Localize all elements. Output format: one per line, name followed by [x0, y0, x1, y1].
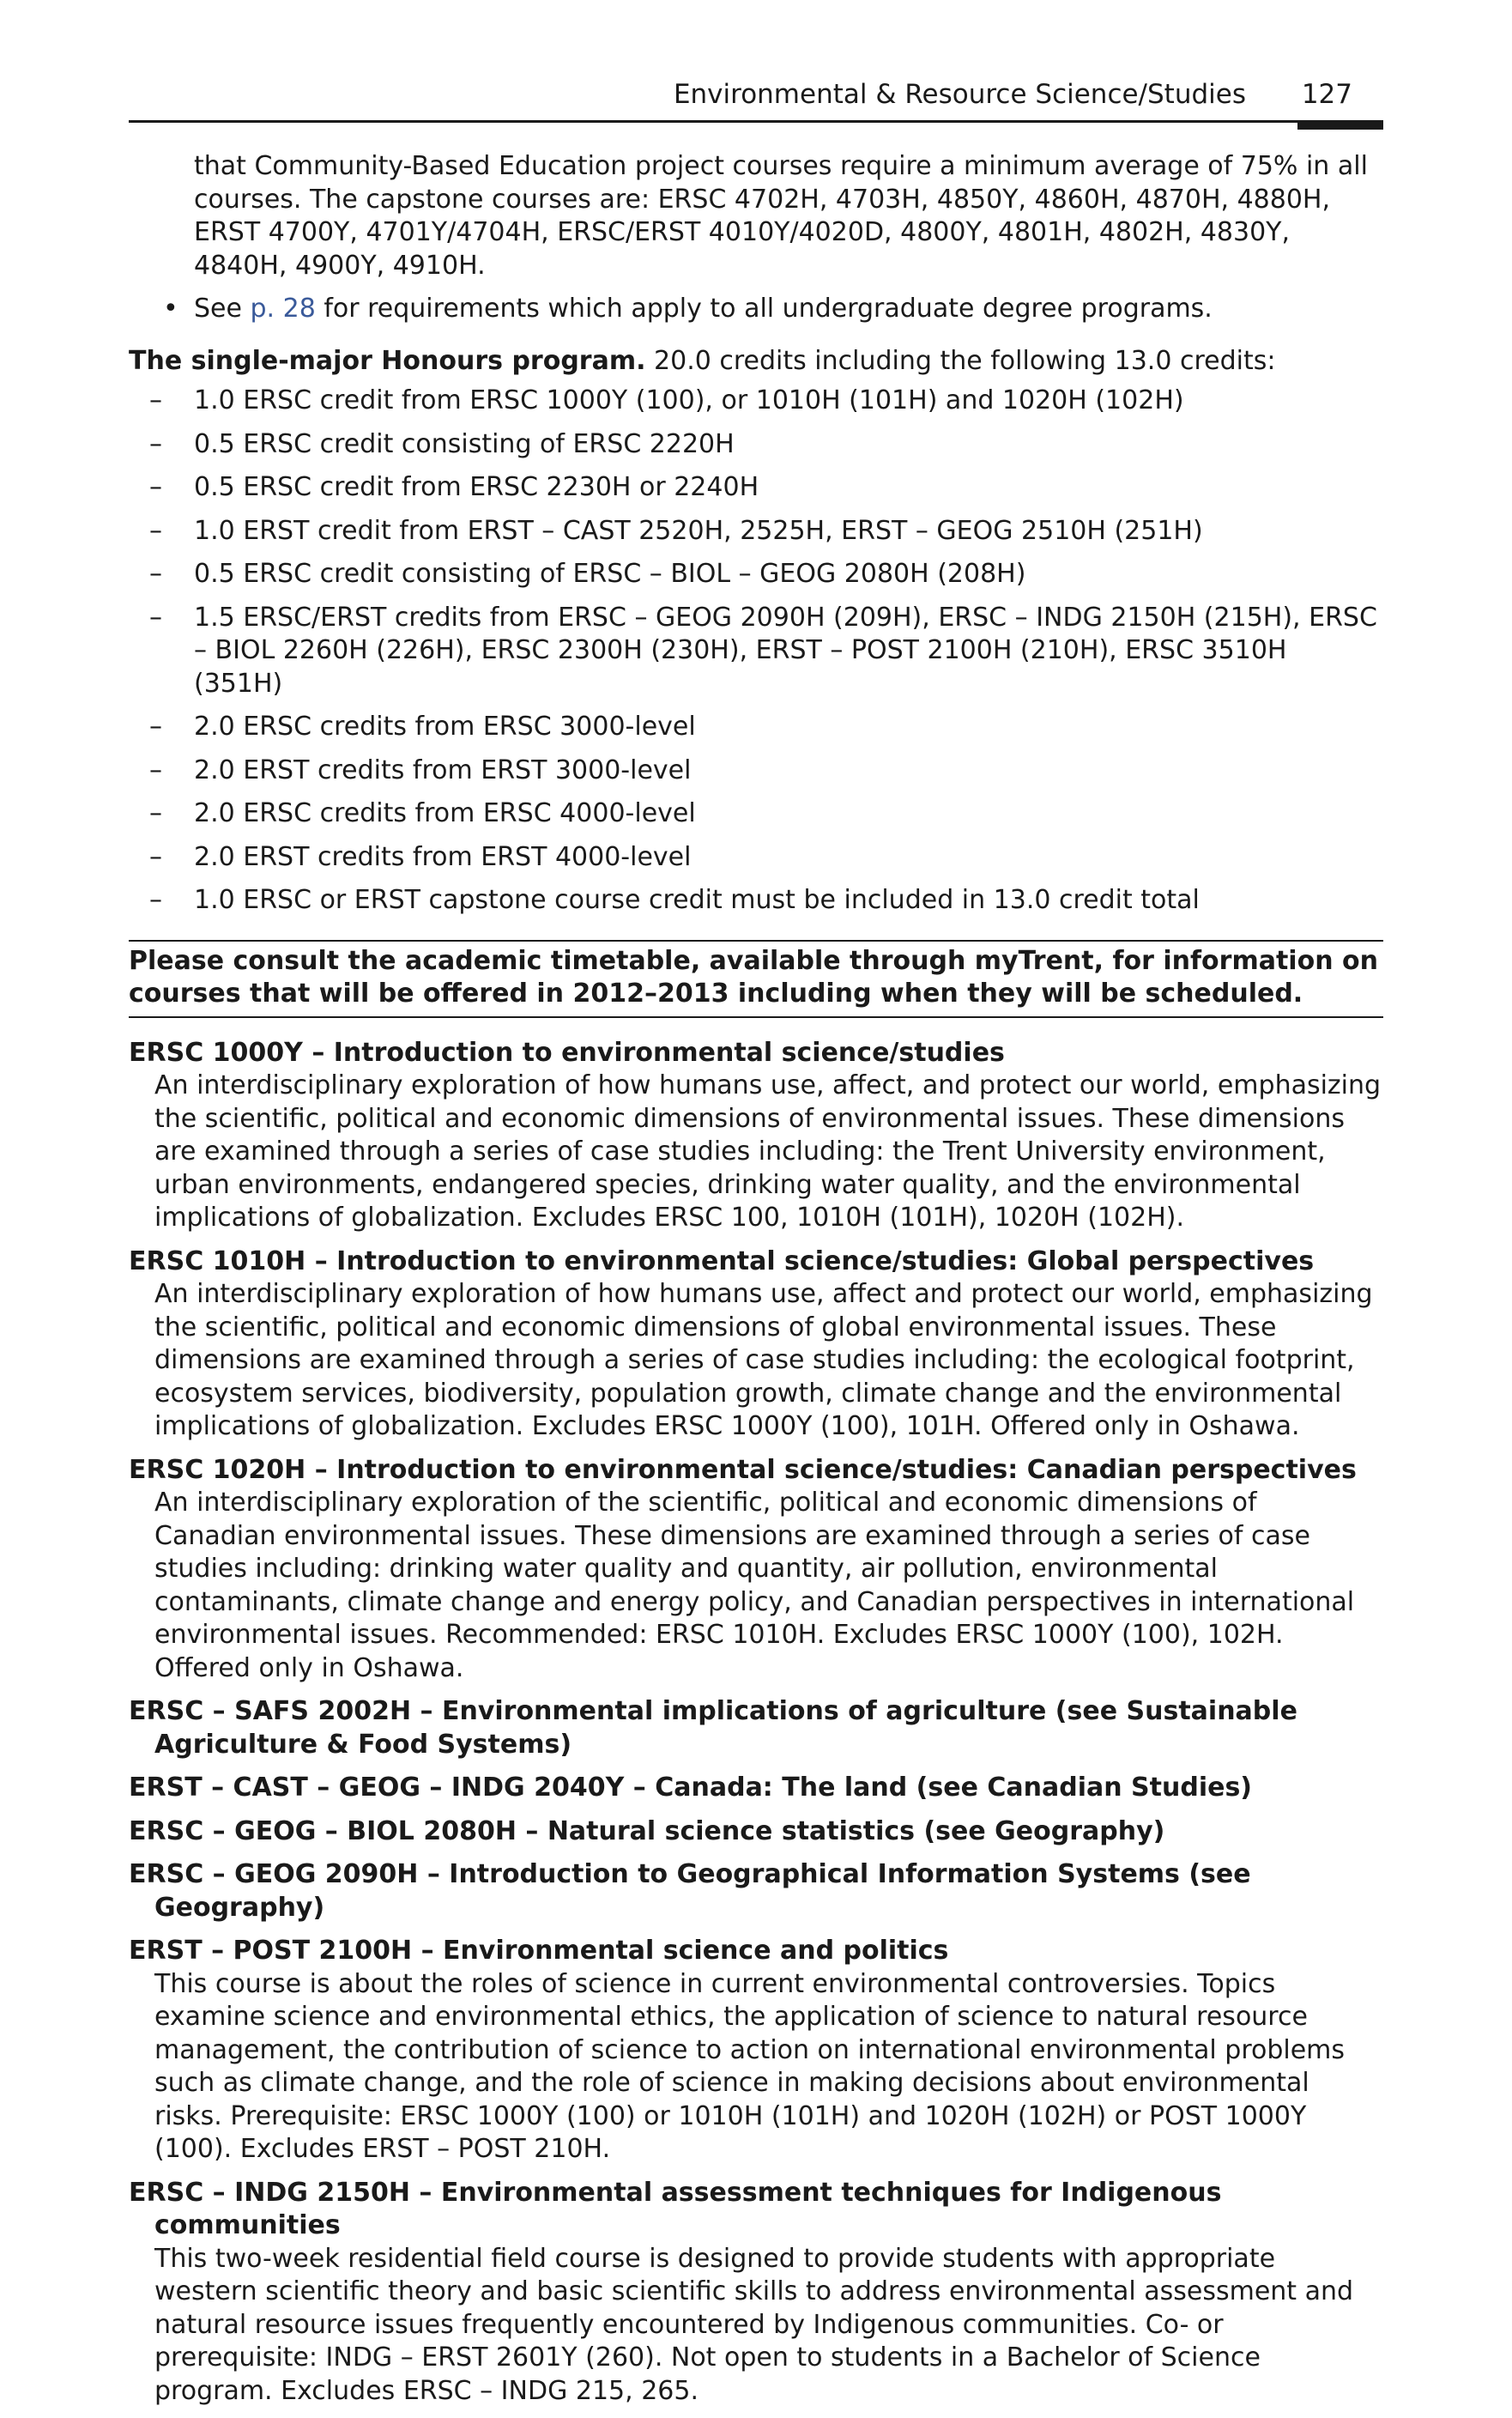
bullet-mark: • — [163, 294, 178, 324]
course-title: ERSC – SAFS 2002H – Environmental implications of agriculture (see Sustainable Agriculture & Food Systems) — [129, 1696, 1297, 1760]
dash-mark: – — [149, 841, 162, 872]
requirement-text: 2.0 ERSC credits from ERSC 3000-level — [194, 712, 696, 742]
course-entry — [129, 2177, 1383, 2409]
course-description: An interdisciplinary exploration of how humans use, affect and protect our world, emphasizing the scientific, political and economic dimensions of global environmental issues. These dimensions are examined through a series of case studies including: the ecological footprint, ecosystem services, biodiversity, population growth, climate change and the environmental implications of globalization. Excludes ERSC 1000Y (100), 101H. Offered only in Oshawa. — [154, 1279, 1373, 1441]
honours-program — [129, 345, 1383, 379]
dash-mark: – — [149, 712, 162, 742]
requirement-text: 1.0 ERSC credit from ERSC 1000Y (100), or 1010H (101H) and 1020H (102H) — [194, 385, 1184, 415]
course-title: ERSC 1020H – Introduction to environmental science/studies: Canadian perspectives — [129, 1454, 1357, 1485]
dash-mark: – — [149, 428, 162, 459]
dash-mark: – — [149, 472, 162, 502]
course-description: This course is about the roles of science in current environmental controversies. Topics examine science and environmental ethics, the application of science to natural resource management, the contribution of science to action on international environmental problems such as climate change, and the role of science in making decisions about environmental risks. Prerequisite: ERSC 1000Y (100) or 1010H (101H) and 1020H (102H) or POST 1000Y (100). Excludes ERST – POST 210H. — [154, 1968, 1346, 2164]
requirement-item — [129, 754, 1383, 788]
page-content — [129, 150, 1383, 2418]
course-entry — [129, 1245, 1383, 1444]
dash-mark: – — [149, 515, 162, 546]
timetable-notice: Please consult the academic timetable, available through myTrent, for information on courses that will be offered in 2012–2013 including when they will be scheduled. — [129, 940, 1383, 1018]
course-title: ERSC 1010H – Introduction to environmental science/studies: Global perspectives — [129, 1245, 1315, 1276]
page-number: 127 — [1301, 79, 1352, 110]
course-title: ERSC 1000Y – Introduction to environmental science/studies — [129, 1037, 1005, 1068]
bullet-text-post: for requirements which apply to all undergraduate degree programs. — [315, 294, 1213, 324]
continued-paragraph: that Community-Based Education project courses require a minimum average of 75% in all courses. The capstone courses are: ERSC 4702H, 4703H, 4850Y, 4860H, 4870H, 4880H, ERST 4700Y, 4701Y/4704H, ERSC/ERST 4010Y/4020D, 4800Y, 4801H, 4802H, 4830Y, 4840H, 4900Y, 4910H. — [194, 151, 1368, 281]
course-title: ERSC – INDG 2150H – Environmental assessment techniques for Indigenous communities — [129, 2177, 1222, 2240]
dash-mark: – — [149, 385, 162, 415]
requirement-item — [129, 428, 1383, 462]
dash-mark: – — [149, 559, 162, 589]
requirement-item — [129, 797, 1383, 831]
requirement-text: 0.5 ERSC credit consisting of ERSC – BIOL – GEOG 2080H (208H) — [194, 559, 1026, 589]
dash-mark: – — [149, 798, 162, 828]
page-number-bar — [1297, 120, 1383, 130]
course-entry — [129, 1815, 1383, 1849]
requirement-text: 2.0 ERST credits from ERST 4000-level — [194, 841, 692, 872]
requirement-item — [129, 558, 1383, 591]
requirement-item — [129, 841, 1383, 875]
course-title: ERSC – GEOG – BIOL 2080H – Natural science statistics (see Geography) — [129, 1815, 1165, 1846]
requirement-text: 1.0 ERST credit from ERST – CAST 2520H, 2525H, ERST – GEOG 2510H (251H) — [194, 515, 1203, 546]
dash-mark: – — [149, 602, 162, 633]
requirement-text: 0.5 ERSC credit from ERSC 2230H or 2240H — [194, 472, 759, 502]
program-heading: The single-major Honours program. — [129, 345, 646, 376]
section-title: Environmental & Resource Science/Studies — [673, 79, 1246, 110]
requirement-item — [129, 471, 1383, 505]
course-entry — [129, 1454, 1383, 1686]
program-summary: 20.0 credits including the following 13.0 credits: — [645, 345, 1276, 376]
requirement-item — [129, 515, 1383, 548]
course-entry — [129, 1037, 1383, 1235]
bullet-text-pre: See — [194, 294, 251, 324]
dash-mark: – — [149, 885, 162, 915]
page-header — [129, 76, 1383, 123]
course-entry — [129, 1695, 1383, 1761]
course-description: An interdisciplinary exploration of the scientific, political and economic dimensions of Canadian environmental issues. These dimensions are examined through a series of case studies including: drinking water quality and quantity, air pollution, environmental contaminants, climate change and energy policy, and Canadian perspectives in international environmental issues. Recommended: ERSC 1010H. Excludes ERSC 1000Y (100), 102H. Offered only in Oshawa. — [154, 1488, 1355, 1683]
course-entry — [129, 1935, 1383, 2167]
requirement-text: 0.5 ERSC credit consisting of ERSC 2220H — [194, 428, 735, 459]
requirement-text: 2.0 ERSC credits from ERSC 4000-level — [194, 798, 696, 828]
dash-mark: – — [149, 754, 162, 785]
page-link[interactable]: p. 28 — [250, 294, 316, 324]
course-title: ERSC – GEOG 2090H – Introduction to Geographical Information Systems (see Geography) — [129, 1859, 1251, 1923]
course-title: ERST – CAST – GEOG – INDG 2040Y – Canada: The land (see Canadian Studies) — [129, 1773, 1253, 1803]
requirements-list — [129, 385, 1383, 918]
requirement-text: 1.0 ERSC or ERST capstone course credit must be included in 13.0 credit total — [194, 885, 1200, 915]
course-listing — [129, 1037, 1383, 2409]
requirements-bullet — [129, 293, 1383, 326]
requirement-text: 2.0 ERST credits from ERST 3000-level — [194, 754, 692, 785]
course-entry — [129, 1772, 1383, 1805]
requirement-item — [129, 711, 1383, 744]
course-title: ERST – POST 2100H – Environmental science and politics — [129, 1936, 949, 1966]
requirement-text: 1.5 ERSC/ERST credits from ERSC – GEOG 2090H (209H), ERSC – INDG 2150H (215H), ERSC – BIOL 2260H (226H), ERSC 2300H (230H), ERST – POST 2100H (210H), ERSC 3510H (351H) — [194, 602, 1377, 699]
requirement-item — [129, 602, 1383, 701]
requirement-item — [129, 385, 1383, 418]
course-description: An interdisciplinary exploration of how humans use, affect, and protect our world, emphasizing the scientific, political and economic dimensions of environmental issues. These dimensions are examined through a series of case studies including: the Trent University environment, urban environments, endangered species, drinking water quality, and the environmental implications of globalization. Excludes ERSC 100, 1010H (101H), 1020H (102H). — [154, 1070, 1382, 1233]
requirement-item — [129, 884, 1383, 918]
course-entry — [129, 1858, 1383, 1924]
course-description: This two-week residential field course is designed to provide students with appropriate western scientific theory and basic scientific skills to address environmental assessment and natural resource issues frequently encountered by Indigenous communities. Co- or prerequisite: INDG – ERST 2601Y (260). Not open to students in a Bachelor of Science program. Excludes ERSC – INDG 215, 265. — [154, 2243, 1354, 2406]
